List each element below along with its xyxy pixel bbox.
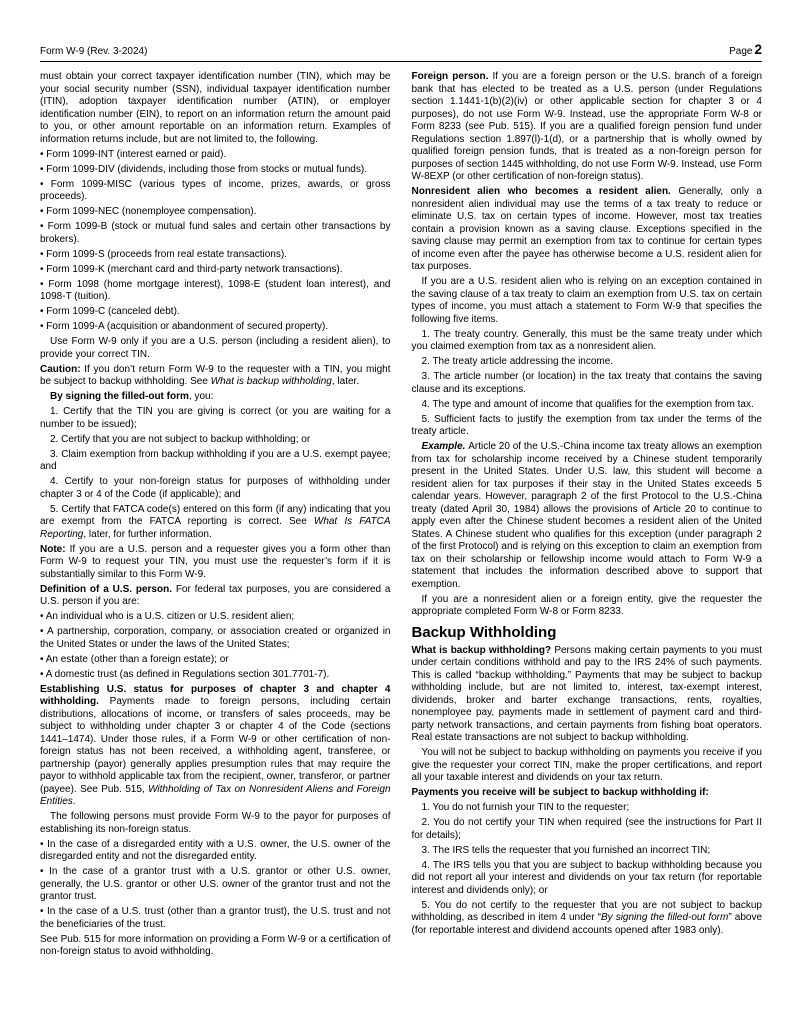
text-run: Nonresident alien who becomes a resident alien.	[411, 186, 679, 197]
text-run: What Is FATCA Reporting	[40, 516, 391, 540]
bullet-item	[40, 206, 391, 219]
right-column	[412, 71, 763, 961]
text-run: An individual who is a U.S. citizen or U.S. resident alien;	[45, 611, 295, 622]
text-run: The following persons must provide Form W-9 to the payor for purposes of establishing its non-foreign status.	[40, 811, 391, 835]
text-run: 2. Certify that you are not subject to backup withholding; or	[50, 433, 311, 445]
bullet-item	[40, 321, 391, 334]
bullet-icon: •	[40, 653, 46, 665]
bullet-item	[40, 179, 391, 204]
bullet-icon: •	[40, 321, 47, 332]
text-run: 2. You do not certify your TIN when required (see the instructions for Part II for details);	[411, 817, 762, 841]
bullet-item	[40, 279, 391, 304]
text-run: Form 1099-NEC (nonemployee compensation).	[46, 206, 257, 217]
paragraph	[412, 645, 763, 745]
text-run: By signing the filled-out form	[50, 391, 189, 402]
bullet-item	[40, 669, 391, 682]
text-run: If you are a U.S. resident alien who is relying on an exception contained in the saving clause of a tax treaty to claim an exemption from U.S. tax on certain types of income, you must attach a statement to Form W-9 that specifies the following five items.	[411, 276, 762, 325]
text-run: 3. Claim exemption from backup withholding if you are a U.S. exempt payee; and	[40, 448, 391, 472]
text-run: Form 1098 (home mortgage interest), 1098-E (student loan interest), and 1098-T (tuition).	[40, 278, 391, 302]
bullet-icon: •	[40, 626, 47, 637]
text-run: , you:	[188, 391, 214, 402]
two-column-body	[40, 71, 762, 961]
text-run: Withholding of Tax on Nonresident Aliens and Foreign Entities	[40, 783, 391, 807]
text-run: In the case of a disregarded entity with a U.S. owner, the U.S. owner of the disregarded entity and not the disregarded entity.	[40, 838, 391, 862]
text-run: 5. Sufficient facts to justify the exemption from tax under the terms of the treaty article.	[411, 413, 762, 437]
text-run: 5. You do not certify to the requester that you are not subject to backup withholding, as described in item 4 under “	[411, 899, 762, 923]
text-run: 1. Certify that the TIN you are giving is correct (or you are waiting for a number to be issued);	[40, 406, 391, 430]
bullet-item	[40, 839, 391, 864]
text-run: Form 1099-MISC (various types of income, prizes, awards, or gross proceeds).	[40, 178, 391, 202]
paragraph	[40, 544, 391, 582]
paragraph	[412, 594, 763, 619]
paragraph	[412, 71, 763, 184]
text-run: Definition of a U.S. person.	[40, 583, 176, 595]
text-run: You will not be subject to backup withholding on payments you receive if you give the requester your correct TIN, make the proper certifications, and report all your taxable interest and dividends on your tax return.	[411, 747, 762, 783]
bullet-item	[40, 611, 391, 624]
bullet-icon: •	[40, 906, 47, 917]
bullet-item	[40, 164, 391, 177]
page-number: 2	[754, 42, 762, 57]
left-column	[40, 71, 391, 961]
bullet-icon: •	[40, 263, 47, 275]
text-run: 2. The treaty article addressing the income.	[421, 356, 614, 367]
paragraph	[40, 504, 391, 542]
text-run: 3. The article number (or location) in the tax treaty that contains the saving clause and its exceptions.	[411, 371, 762, 395]
bullet-icon: •	[40, 178, 51, 190]
bullet-icon: •	[40, 838, 48, 850]
paragraph	[40, 71, 391, 146]
bullet-item	[40, 264, 391, 277]
paragraph	[40, 811, 391, 836]
text-run: .	[72, 796, 76, 807]
text-run: Form 1099-S (proceeds from real estate transactions).	[46, 248, 287, 260]
text-run: Payments made to foreign persons, including certain distributions, allocations of income, or transfers of sales proceeds, may be subject to withholding under chapter 3 or chapter 4 of the Code (sections 1441–1474). Under those rules, if a Form W-9 or other certification of non-foreign status has not been received, a withholding agent, transferee, or partnership (payor) generally applies presumption rules that may require the payor to withhold applicable tax from the recipient, owner, transferor, or partner (payee). See Pub. 515,	[40, 696, 391, 795]
paragraph	[412, 414, 763, 439]
text-run: must obtain your correct taxpayer identification number (TIN), which may be your social security number (SSN), individual taxpayer identification number (ITIN), adoption taxpayer identification number (ATIN), or employer identification number (EIN), to report on an information return the amount paid to you, or other amount reportable on an information return. Examples of information returns include, but are not limited to, the following.	[40, 71, 391, 145]
page-indicator	[729, 44, 762, 58]
text-run: 5. Certify that FATCA code(s) entered on this form (if any) indicating that you are exempt from the FATCA reporting is correct. See	[40, 503, 391, 527]
paragraph	[412, 787, 763, 800]
paragraph	[412, 860, 763, 898]
bullet-icon: •	[40, 278, 49, 290]
paragraph	[412, 371, 763, 396]
text-run: Form 1099-B (stock or mutual fund sales and certain other transactions by brokers).	[40, 221, 391, 245]
paragraph	[412, 802, 763, 815]
text-run: Note:	[40, 543, 70, 555]
bullet-icon: •	[40, 148, 47, 160]
paragraph	[412, 747, 763, 785]
paragraph	[412, 817, 763, 842]
text-run: In the case of a grantor trust with a U.S. grantor or other U.S. owner, generally, the U.S. grantor or other U.S. owner of the grantor trust and not the grantor trust.	[40, 866, 391, 902]
bullet-icon: •	[40, 668, 46, 680]
text-run: ” above (for reportable interest and dividend accounts opened after 1983 only).	[411, 912, 763, 936]
bullet-item	[40, 654, 391, 667]
bullet-icon: •	[40, 611, 46, 622]
bullet-icon: •	[40, 866, 50, 877]
bullet-icon: •	[40, 163, 47, 175]
paragraph	[40, 434, 391, 447]
text-run: Backup Withholding	[411, 623, 557, 641]
section-heading	[412, 624, 763, 641]
paragraph	[40, 406, 391, 431]
paragraph	[40, 449, 391, 474]
text-run: In the case of a U.S. trust (other than a grantor trust), the U.S. trust and not the beneficiaries of the trust.	[40, 906, 391, 930]
text-run: If you don’t return Form W-9 to the requester with a TIN, you might be subject to backup withholding. See	[40, 363, 391, 387]
paragraph	[412, 356, 763, 369]
text-run: 4. The IRS tells you that you are subject to backup withholding because you did not report all your interest and dividends on your tax return (for reportable interest and dividends only); or	[411, 859, 762, 896]
text-run: , later, for further information.	[83, 528, 212, 540]
text-run: Use Form W-9 only if you are a U.S. person (including a resident alien), to provide your correct TIN.	[40, 336, 391, 360]
text-run: Form 1099-A (acquisition or abandonment of secured property).	[46, 321, 329, 332]
text-run: , later.	[331, 376, 360, 387]
text-run: Form 1099-C (canceled debt).	[46, 306, 180, 317]
bullet-icon: •	[40, 306, 47, 317]
bullet-item	[40, 866, 391, 904]
text-run: If you are a nonresident alien or a foreign entity, give the requester the appropriate completed Form W-8 or Form 8233.	[411, 593, 762, 617]
text-run: Foreign person.	[411, 71, 493, 82]
bullet-item	[40, 626, 391, 651]
paragraph	[412, 276, 763, 326]
paragraph	[412, 845, 763, 858]
paragraph	[40, 391, 391, 404]
paragraph	[40, 364, 391, 389]
paragraph	[412, 441, 763, 591]
text-run: A partnership, corporation, company, or association created or organized in the United States or under the laws of the United States;	[40, 626, 391, 650]
text-run: What is backup withholding	[210, 376, 332, 387]
text-run: Establishing U.S. status for purposes of chapter 3 and chapter 4 withholding.	[40, 683, 391, 707]
bullet-item	[40, 249, 391, 262]
page-header	[40, 44, 762, 62]
paragraph	[40, 336, 391, 361]
text-run: Generally, only a nonresident alien individual may use the terms of a tax treaty to reduce or eliminate U.S. tax on certain types of income. However, most tax treaties contain a provision known as a saving clause. Exceptions specified in the saving clause may permit an exemption from tax to continue for certain types of income even after the payee has otherwise become a U.S. resident alien for tax purposes.	[411, 186, 762, 272]
text-run: For federal tax purposes, you are considered a U.S. person if you are:	[40, 583, 391, 607]
text-run: Example.	[421, 441, 469, 452]
text-run: Form 1099-DIV (dividends, including those from stocks or mutual funds).	[46, 163, 367, 175]
paragraph	[40, 584, 391, 609]
bullet-icon: •	[40, 206, 47, 217]
text-run: 3. The IRS tells the requester that you furnished an incorrect TIN;	[421, 844, 711, 856]
text-run: 4. The type and amount of income that qualifies for the exemption from tax.	[421, 398, 754, 410]
bullet-icon: •	[40, 221, 48, 232]
text-run: A domestic trust (as defined in Regulations section 301.7701-7).	[45, 668, 330, 680]
paragraph	[40, 934, 391, 959]
text-run: Caution:	[40, 363, 85, 375]
form-revision-label: Form W-9 (Rev. 3-2024)	[40, 46, 148, 57]
paragraph	[40, 476, 391, 501]
text-run: 4. Certify to your non-foreign status for purposes of withholding under chapter 3 or 4 of the Code (if applicable); and	[40, 476, 391, 500]
paragraph	[412, 900, 763, 938]
text-run: If you are a foreign person or the U.S. branch of a foreign bank that has elected to be treated as a U.S. person (under Regulations section 1.1441-1(b)(2)(iv) or other applicable section for chapter 3 or 4 purposes), do not use Form W-9. Instead, use the appropriate Form W-8 or Form 8233 (see Pub. 515). If you are a qualified foreign pension fund under Regulations section 1.897(l)-1(d), or a partnership that is wholly owned by qualified foreign pension funds, that is treated as a non-foreign person for purposes of section 1445 withholding, do not use Form W-9. Instead, use Form W-8EXP (or other certification of non-foreign status).	[411, 71, 763, 182]
bullet-item	[40, 306, 391, 319]
bullet-item	[40, 906, 391, 931]
paragraph	[40, 684, 391, 809]
text-run: See Pub. 515 for more information on providing a Form W-9 or a certification of non-foreign status to avoid withholding.	[40, 933, 391, 957]
bullet-item	[40, 221, 391, 246]
bullet-item	[40, 149, 391, 162]
text-run: Article 20 of the U.S.-China income tax treaty allows an exemption from tax for scholarship income received by a Chinese student temporarily present in the United States. Under U.S. law, this student will become a resident alien for tax purposes if their stay in the United States exceeds 5 calendar years. However, paragraph 2 of the first Protocol to the U.S.-China treaty (dated April 30, 1984) allows the provisions of Article 20 to continue to apply even after the Chinese student becomes a resident alien of the United States. A Chinese student who qualifies for this exception (under paragraph 2 of the first Protocol) and is relying on this exception to claim an exemption from tax on their scholarship or fellowship income would attach to Form W-9 a statement that includes the information described above to support that exemption.	[411, 441, 762, 590]
text-run: 1. The treaty country. Generally, this must be the same treaty under which you claimed exemption from tax as a nonresident alien.	[411, 328, 762, 352]
text-run: Form 1099-K (merchant card and third-party network transactions).	[46, 263, 343, 275]
paragraph	[412, 186, 763, 274]
text-run: If you are a U.S. person and a requester gives you a form other than Form W-9 to request your TIN, you must use the requester’s form if it is substantially similar to this Form W-9.	[40, 543, 391, 580]
paragraph	[412, 399, 763, 412]
text-run: What is backup withholding?	[411, 644, 555, 656]
text-run: Form 1099-INT (interest earned or paid).	[46, 148, 227, 160]
bullet-icon: •	[40, 248, 47, 260]
text-run: Payments you receive will be subject to backup withholding if:	[411, 787, 709, 798]
text-run: By signing the filled-out form	[600, 912, 729, 923]
page-label: Page	[729, 46, 753, 57]
text-run: 1. You do not furnish your TIN to the requester;	[421, 802, 630, 813]
text-run: An estate (other than a foreign estate); or	[45, 653, 229, 665]
text-run: Persons making certain payments to you must under certain conditions withhold and pay to the IRS 24% of such payments. This is called “backup withholding.” Payments that may be subject to backup withholding include, but are not limited to, interest, tax-exempt interest, dividends, broker and barter exchange transactions, rents, royalties, nonemployee pay, payments made in settlement of payment card and third-party network transactions, and certain payments from fishing boat operators. Real estate transactions are not subject to backup withholding.	[411, 644, 762, 743]
paragraph	[412, 329, 763, 354]
